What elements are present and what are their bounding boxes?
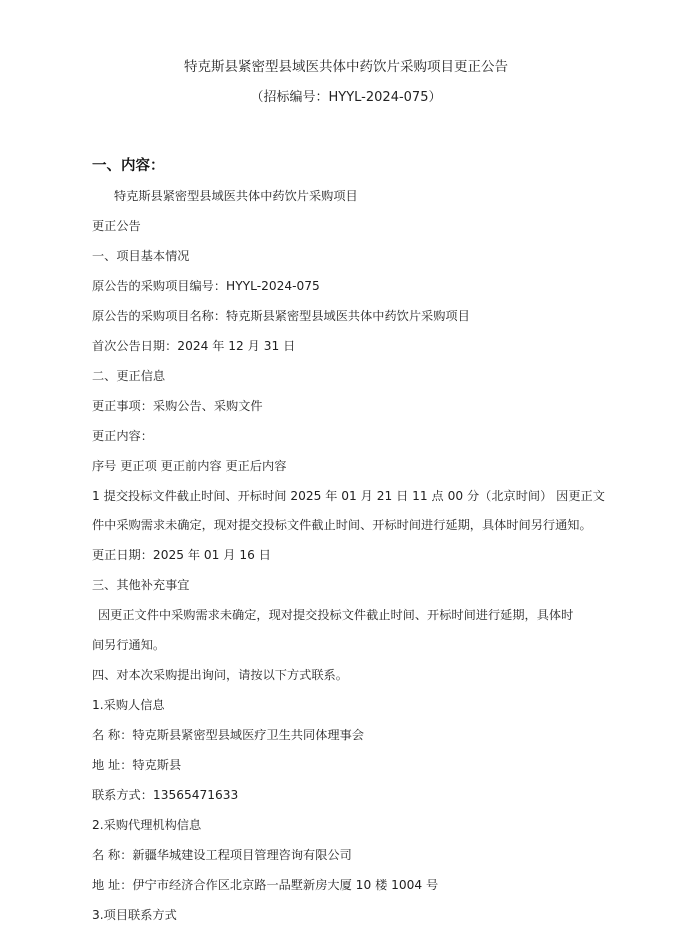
section-heading-content: 一、内容： — [92, 158, 165, 174]
other-matters-line-2: 间另行通知。 — [92, 638, 166, 652]
agency-address: 地 址：伊宁市经济合作区北京路一品墅新房大厦 10 楼 1004 号 — [92, 878, 439, 892]
correction-items: 更正事项：采购公告、采购文件 — [92, 399, 263, 413]
document-title: 特克斯县紧密型县域医共体中药饮片采购项目更正公告 — [184, 59, 508, 75]
heading-basic-info: 一、项目基本情况 — [92, 249, 190, 263]
purchaser-address: 地 址：特克斯县 — [92, 758, 182, 772]
agency-info-heading: 2.采购代理机构信息 — [92, 818, 202, 832]
purchaser-phone: 联系方式：13565471633 — [92, 788, 239, 802]
correction-content-label: 更正内容： — [92, 429, 153, 443]
original-project-number: 原公告的采购项目编号：HYYL-2024-075 — [92, 279, 320, 293]
agency-name: 名 称：新疆华城建设工程项目管理咨询有限公司 — [92, 848, 352, 862]
purchaser-name: 名 称：特克斯县紧密型县域医疗卫生共同体理事会 — [92, 728, 364, 742]
project-name-line: 特克斯县紧密型县域医共体中药饮片采购项目 — [114, 189, 358, 203]
other-matters-line-1: 因更正文件中采购需求未确定，现对提交投标文件截止时间、开标时间进行延期，具体时 — [98, 608, 574, 622]
heading-other-matters: 三、其他补充事宜 — [92, 578, 190, 592]
heading-contact: 四、对本次采购提出询问，请按以下方式联系。 — [92, 668, 348, 682]
tender-number: （招标编号：HYYL-2024-075） — [250, 90, 442, 105]
correction-date: 更正日期：2025 年 01 月 16 日 — [92, 548, 271, 562]
heading-correction-info: 二、更正信息 — [92, 369, 166, 383]
correction-table-header: 序号 更正项 更正前内容 更正后内容 — [92, 459, 287, 473]
correction-row-line-1: 1 提交投标文件截止时间、开标时间 2025 年 01 月 21 日 11 点 00 分（北京时间） 因更正文 — [92, 489, 605, 503]
first-notice-date: 首次公告日期：2024 年 12 月 31 日 — [92, 339, 296, 353]
project-contact-heading: 3.项目联系方式 — [92, 908, 177, 922]
original-project-name: 原公告的采购项目名称：特克斯县紧密型县域医共体中药饮片采购项目 — [92, 309, 470, 323]
notice-type-line: 更正公告 — [92, 219, 141, 233]
purchaser-info-heading: 1.采购人信息 — [92, 698, 165, 712]
correction-row-line-2: 件中采购需求未确定，现对提交投标文件截止时间、开标时间进行延期，具体时间另行通知。 — [92, 518, 592, 532]
